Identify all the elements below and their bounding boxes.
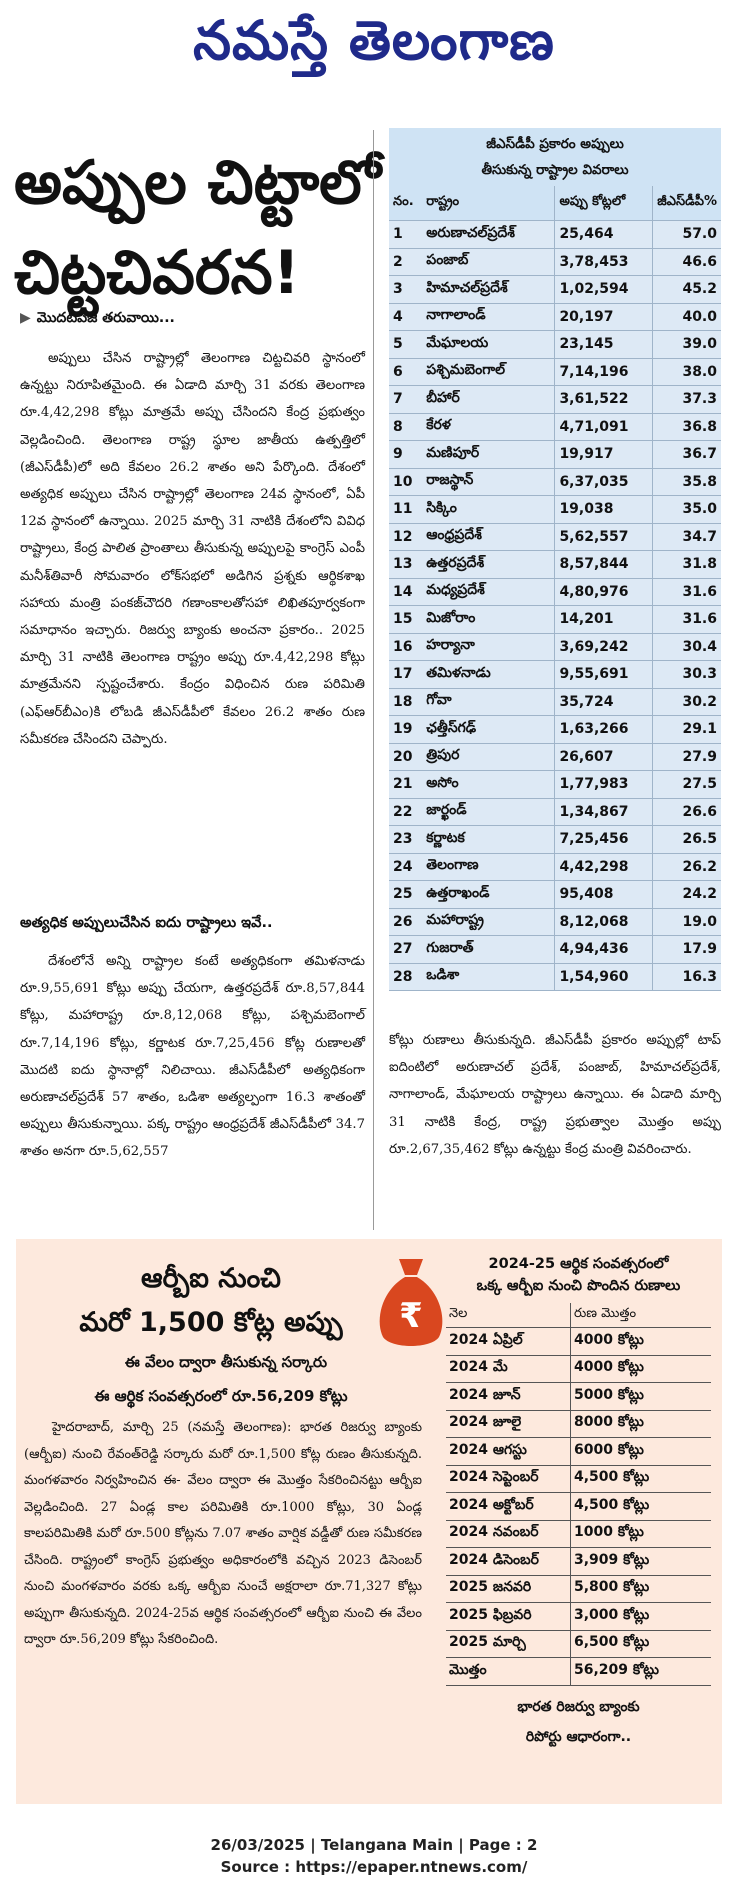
gsdp-cell: 35.8 [653,468,721,496]
loan-row [446,1658,711,1686]
gsdp-cell: 26 [389,908,422,936]
gsdp-cell: 4,80,976 [555,578,653,606]
gsdp-cell: పంజాబ్ [422,248,555,276]
gsdp-cell: 8 [389,413,422,441]
gsdp-cell: 27.9 [653,743,721,771]
gsdp-cell: 24.2 [653,881,721,909]
gsdp-row [389,578,721,606]
gsdp-cell: హిమాచల్‌ప్రదేశ్ [422,276,555,304]
gsdp-cell: 36.8 [653,413,721,441]
article-paragraph-2: దేశంలోనే అన్ని రాష్ట్రాల కంటే అత్యధికంగా తమిళనాడు రూ.9,55,691 కోట్లు అప్పు చేయగా, ఉత్తరప్రదేశ్ రూ.8,57,844 కోట్లు, మహారాష్ట్ర రూ.8,12,068 కోట్లు, పశ్చిమబెంగాల్ రూ.7,14,196 కోట్లు, కర్ణాటక రూ.7,25,456 కోట్ల రుణాలతో మొదటి ఐదు స్థానాల్లో నిలిచాయి. జీఎస్‌డీపీలో అత్యధికంగా అరుణాచల్‌ప్రదేశ్ 57 శాతం, ఒడిశా అత్యల్పంగా 16.3 శాతంతో అప్పులు తీసుకున్నాయి. పక్క రాష్ట్రం ఆంధ్రప్రదేశ్ జీఎస్‌డీపీలో 34.7 శాతం అనగా రూ.5,62,557 [20,954,365,1160]
gsdp-cell: 27.5 [653,771,721,799]
gsdp-cell: 9 [389,441,422,469]
gsdp-cell: త్రిపుర [422,743,555,771]
gsdp-cell: 57.0 [653,221,721,249]
article-paragraph-3: కోట్లు రుణాలు తీసుకున్నది. జీఎస్‌డీపీ ప్రకారం అప్పుల్లో టాప్ ఐదింటిలో అరుణాచల్ ప్రదేశ్, పంజాబ్, హిమాచల్‌ప్రదేశ్, నాగాలాండ్, మేఘాలయ రాష్ట్రాలు ఉన్నాయి. ఈ ఏడాది మార్చి 31 నాటికి కేంద్ర, రాష్ట్ర ప్రభుత్వాల మొత్తం అప్పు రూ.2,67,35,462 కోట్లు ఉన్నట్టు కేంద్ర మంత్రి వివరించారు. [389,1033,721,1157]
rbi-box [16,1239,722,1804]
gsdp-cell: 39.0 [653,331,721,359]
rbi-body: హైదరాబాద్, మార్చి 25 (నమస్తే తెలంగాణ): భారత రిజర్వు బ్యాంకు (ఆర్బీఐ) నుంచి రేవంత్‌రెడ్డి సర్కారు మరో రూ.1,500 కోట్ల రుణం తీసుకున్నది. మంగళవారం నిర్వహించిన ఈ- వేలం ద్వారా ఈ మొత్తం సేకరించినట్టు ఆర్బీఐ వెల్లడించింది. 27 ఏండ్ల కాల పరిమితికి రూ.1000 కోట్లు, 30 ఏండ్ల కాలపరిమితికి మరో రూ.500 కోట్లను 7.07 శాతం వార్షిక వడ్డీతో రుణ సమీకరణ చేసింది. రాష్ట్రంలో కాంగ్రెస్ ప్రభుత్వం అధికారంలోకి వచ్చిన 2023 డిసెంబర్ నుంచి మంగళవారం వరకు ఒక్క ఆర్బీఐ నుంచే అక్షరాలా రూ.71,327 కోట్లు అప్పుగా తీసుకున్నది. 2024-25వ ఆర్థిక సంవత్సరంలో ఆర్బీఐ నుంచి ఈ వేలం ద్వారా రూ.56,209 కోట్లు సేకరించింది. [24,1420,422,1647]
loan-cell: 2024 మే [446,1355,571,1383]
gsdp-row [389,358,721,386]
gsdp-cell: 95,408 [555,881,653,909]
gsdp-row [389,661,721,689]
gsdp-cell: 3,78,453 [555,248,653,276]
gsdp-cell: మిజోరాం [422,606,555,634]
loan-row [446,1383,711,1411]
gsdp-cell: 23 [389,826,422,854]
gsdp-row [389,221,721,249]
gsdp-cell: 17.9 [653,936,721,964]
gsdp-cell: సిక్కిం [422,496,555,524]
gsdp-cell: 4,42,298 [555,853,653,881]
gsdp-cell: మధ్యప్రదేశ్ [422,578,555,606]
gsdp-row [389,633,721,661]
loan-cell: 5,800 కోట్లు [571,1575,712,1603]
gsdp-row [389,771,721,799]
gsdp-cell: 2 [389,248,422,276]
loan-row [446,1355,711,1383]
rbi-loan-table [446,1303,711,1686]
gsdp-table [389,186,721,991]
gsdp-cell: 14 [389,578,422,606]
gsdp-cell: 26.6 [653,798,721,826]
gsdp-cell: పశ్చిమబెంగాల్ [422,358,555,386]
gsdp-row [389,606,721,634]
masthead: నమస్తే తెలంగాణ [193,8,555,72]
gsdp-cell: 18 [389,688,422,716]
gsdp-cell: 8,57,844 [555,551,653,579]
gsdp-row [389,963,721,991]
headline-line-2: చిట్టచివరన! [14,238,300,308]
gsdp-cell: జార్ఖండ్ [422,798,555,826]
gsdp-row [389,386,721,414]
gsdp-row [389,441,721,469]
gsdp-cell: 14,201 [555,606,653,634]
article-paragraph: అప్పులు చేసిన రాష్ట్రాల్లో తెలంగాణ చిట్టచివరి స్థానంలో ఉన్నట్టు నిరూపితమైంది. ఈ ఏడాది మార్చి 31 వరకు తెలంగాణ రూ.4,42,298 కోట్లు మాత్రమే అప్పు చేసిందని కేంద్ర ప్రభుత్వం వెల్లడించింది. తెలంగాణ రాష్ట్ర స్థూల జాతీయ ఉత్పత్తిలో (జీఎస్‌డీపీ)లో అది కేవలం 26.2 శాతం అని పేర్కొంది. దేశంలో అత్యధిక అప్పులు చేసిన రాష్ట్రాల్లో తెలంగాణ 24వ స్థానంలో, ఏపీ 12వ స్థానంలో ఉన్నాయి. 2025 మార్చి 31 నాటికి దేశంలోని వివిధ రాష్ట్రాలు, కేంద్ర పాలిత ప్రాంతాలు తీసుకున్న అప్పులపై కాంగ్రెస్ ఎంపీ మనీశ్‌తివారీ సోమవారం లోక్‌సభలో అడిగిన ప్రశ్నకు ఆర్థికశాఖ సహాయ మంత్రి పంకజ్‌చౌదరి గణాంకాలతోసహా లిఖితపూర్వకంగా సమాధానం ఇచ్చారు. రిజర్వు బ్యాంకు అంచనా ప్రకారం.. 2025 మార్చి 31 నాటికి తెలంగాణ రాష్ట్రం అప్పు రూ.4,42,298 కోట్లు మాత్రమేనని స్పష్టంచేశారు. కేంద్రం విధించిన రుణ పరిమితి (ఎఫ్‌ఆర్‌బీఎం)కి లోబడి జీఎస్‌డీపీలో కేవలం 26.2 శాతం రుణ సమీకరణ చేసిందని చెప్పారు. [20,351,365,747]
loan-cell: 6,500 కోట్లు [571,1630,712,1658]
gsdp-cell: 31.6 [653,606,721,634]
gsdp-cell: 1,34,867 [555,798,653,826]
gsdp-cell: 13 [389,551,422,579]
gsdp-cell: 17 [389,661,422,689]
loan-cell: 2025 జనవరి [446,1575,571,1603]
gsdp-header-cell: రాష్ట్రం [422,186,555,221]
gsdp-cell: కేరళ [422,413,555,441]
gsdp-row [389,688,721,716]
gsdp-row [389,276,721,304]
gsdp-header-cell: అప్పు కోట్లలో [555,186,653,221]
loan-cell: 2024 ఆగస్టు [446,1438,571,1466]
gsdp-cell: 19 [389,716,422,744]
gsdp-cell: 30.3 [653,661,721,689]
loan-cell: 5000 కోట్లు [571,1383,712,1411]
gsdp-cell: తమిళనాడు [422,661,555,689]
footer-source: Source : https://epaper.ntnews.com/ [220,1858,528,1876]
gsdp-cell: 4,71,091 [555,413,653,441]
gsdp-row [389,743,721,771]
gsdp-row [389,331,721,359]
loan-cell: 2024 జూన్ [446,1383,571,1411]
gsdp-row [389,496,721,524]
kicker: ▶ మొదటిపేజీ తరువాయి... [20,310,175,326]
gsdp-cell: 1,63,266 [555,716,653,744]
loan-cell: 2025 మార్చి [446,1630,571,1658]
gsdp-cell: 16 [389,633,422,661]
gsdp-cell: మణిపూర్ [422,441,555,469]
gsdp-cell: 21 [389,771,422,799]
rbi-loan-source: భారత రిజర్వు బ్యాంకు రిపోర్టు ఆధారంగా.. [517,1698,640,1745]
article-column-3 [389,1027,721,1163]
gsdp-cell: రాజస్థాన్ [422,468,555,496]
gsdp-cell: 25,464 [555,221,653,249]
gsdp-cell: బీహార్ [422,386,555,414]
gsdp-cell: 22 [389,798,422,826]
gsdp-cell: అసోం [422,771,555,799]
gsdp-cell: 15 [389,606,422,634]
gsdp-cell: 8,12,068 [555,908,653,936]
gsdp-cell: 7,25,456 [555,826,653,854]
loan-cell: మొత్తం [446,1658,571,1686]
gsdp-cell: 35,724 [555,688,653,716]
gsdp-cell: 46.6 [653,248,721,276]
gsdp-cell: 19,917 [555,441,653,469]
gsdp-cell: 9,55,691 [555,661,653,689]
gsdp-cell: 45.2 [653,276,721,304]
article-column-1 [20,345,365,753]
gsdp-cell: 1 [389,221,422,249]
gsdp-row [389,826,721,854]
loan-cell: 2024 జూలై [446,1410,571,1438]
gsdp-cell: 40.0 [653,303,721,331]
loan-cell: 2025 ఫిబ్రవరి [446,1603,571,1631]
gsdp-cell: నాగాలాండ్ [422,303,555,331]
gsdp-cell: ఒడిశా [422,963,555,991]
rupee-symbol: ₹ [399,1296,423,1336]
loan-cell: 2024 డిసెంబర్ [446,1548,571,1576]
gsdp-cell: 12 [389,523,422,551]
gsdp-row [389,468,721,496]
rbi-subhead-1: ఈ వేలం ద్వారా తీసుకున్న సర్కారు [124,1353,328,1371]
gsdp-cell: 28 [389,963,422,991]
footer-dateline: 26/03/2025 | Telangana Main | Page : 2 [210,1836,538,1854]
gsdp-cell: ఛత్తీస్‌గఢ్ [422,716,555,744]
loan-cell: 2024 సెప్టెంబర్ [446,1465,571,1493]
gsdp-row [389,248,721,276]
gsdp-cell: ఉత్తరాఖండ్ [422,881,555,909]
gsdp-cell: 1,54,960 [555,963,653,991]
loan-cell: 1000 కోట్లు [571,1520,712,1548]
gsdp-cell: గోవా [422,688,555,716]
gsdp-cell: 19.0 [653,908,721,936]
loan-row [446,1328,711,1356]
gsdp-row [389,413,721,441]
gsdp-row [389,551,721,579]
gsdp-row [389,881,721,909]
gsdp-cell: 37.3 [653,386,721,414]
loan-cell: 3,000 కోట్లు [571,1603,712,1631]
loan-cell: 4000 కోట్లు [571,1355,712,1383]
gsdp-cell: 3,61,522 [555,386,653,414]
gsdp-cell: 29.1 [653,716,721,744]
gsdp-cell: 6 [389,358,422,386]
gsdp-cell: 23,145 [555,331,653,359]
loan-cell: 4,500 కోట్లు [571,1493,712,1521]
loan-header-cell: నెల [446,1303,571,1328]
gsdp-cell: 4,94,436 [555,936,653,964]
gsdp-cell: ఆంధ్రప్రదేశ్ [422,523,555,551]
gsdp-cell: 26.5 [653,826,721,854]
gsdp-row [389,716,721,744]
loan-row [446,1575,711,1603]
loan-row [446,1438,711,1466]
gsdp-table-panel [389,128,721,991]
rbi-subhead-2: ఈ ఆర్థిక సంవత్సరంలో రూ.56,209 కోట్లు [94,1387,348,1405]
gsdp-cell: 20 [389,743,422,771]
money-bag-icon [371,1251,451,1351]
gsdp-cell: 34.7 [653,523,721,551]
headline-line-1: అప్పుల చిట్టాలో [14,148,381,218]
rbi-loan-table-title: 2024-25 ఆర్థిక సంవత్సరంలో ఒక్క ఆర్బీఐ నుంచి పొందిన రుణాలు [476,1256,681,1294]
gsdp-cell: 6,37,035 [555,468,653,496]
loan-row [446,1520,711,1548]
gsdp-cell: గుజరాత్ [422,936,555,964]
gsdp-row [389,908,721,936]
gsdp-cell: ఉత్తరప్రదేశ్ [422,551,555,579]
section-subhead: అత్యధిక అప్పులుచేసిన ఐదు రాష్ట్రాలు ఇవే.. [20,915,273,931]
gsdp-cell: 4 [389,303,422,331]
gsdp-cell: అరుణాచల్‌ప్రదేశ్ [422,221,555,249]
chevron-right-icon: ▶ [20,310,31,326]
gsdp-cell: 1,02,594 [555,276,653,304]
loan-cell: 6000 కోట్లు [571,1438,712,1466]
gsdp-cell: మహారాష్ట్ర [422,908,555,936]
gsdp-cell: హర్యానా [422,633,555,661]
gsdp-cell: 19,038 [555,496,653,524]
gsdp-cell: 5 [389,331,422,359]
gsdp-cell: 35.0 [653,496,721,524]
gsdp-cell: కర్ణాటక [422,826,555,854]
loan-cell: 4,500 కోట్లు [571,1465,712,1493]
gsdp-cell: 24 [389,853,422,881]
gsdp-cell: 5,62,557 [555,523,653,551]
gsdp-cell: 11 [389,496,422,524]
gsdp-row [389,853,721,881]
gsdp-cell: 31.8 [653,551,721,579]
headline [14,138,384,318]
rbi-loan-table-panel [446,1253,711,1752]
gsdp-cell: 3,69,242 [555,633,653,661]
gsdp-cell: 38.0 [653,358,721,386]
article-column-2 [20,948,365,1166]
loan-row [446,1603,711,1631]
gsdp-header-cell: నం. [389,186,422,221]
gsdp-row [389,303,721,331]
gsdp-header-cell: జీఎస్‌డీపీ% [653,186,721,221]
loan-cell: 2024 నవంబర్ [446,1520,571,1548]
gsdp-cell: 26.2 [653,853,721,881]
gsdp-cell: 31.6 [653,578,721,606]
gsdp-cell: తెలంగాణ [422,853,555,881]
loan-row [446,1493,711,1521]
gsdp-cell: 30.4 [653,633,721,661]
loan-cell: 4000 కోట్లు [571,1328,712,1356]
loan-row [446,1630,711,1658]
loan-cell: 2024 ఏప్రిల్ [446,1328,571,1356]
loan-row [446,1465,711,1493]
column-divider [373,130,374,1230]
gsdp-cell: 25 [389,881,422,909]
rbi-headline: ఆర్బీఐ నుంచి మరో 1,500 కోట్ల అప్పు [79,1263,343,1338]
gsdp-cell: 27 [389,936,422,964]
gsdp-row [389,523,721,551]
gsdp-row [389,798,721,826]
gsdp-cell: 7 [389,386,422,414]
loan-cell: 56,209 కోట్లు [571,1658,712,1686]
loan-header-cell: రుణ మొత్తం [571,1303,712,1328]
loan-cell: 8000 కోట్లు [571,1410,712,1438]
gsdp-cell: 7,14,196 [555,358,653,386]
gsdp-cell: 30.2 [653,688,721,716]
gsdp-cell: 3 [389,276,422,304]
loan-row [446,1410,711,1438]
gsdp-cell: 10 [389,468,422,496]
gsdp-table-title: జీఎస్‌డీపీ ప్రకారం అప్పులు తీసుకున్న రాష్ట్రాల వివరాలు [389,128,721,186]
gsdp-cell: 1,77,983 [555,771,653,799]
gsdp-cell: 26,607 [555,743,653,771]
loan-cell: 3,909 కోట్లు [571,1548,712,1576]
gsdp-cell: మేఘాలయ [422,331,555,359]
gsdp-row [389,936,721,964]
gsdp-cell: 16.3 [653,963,721,991]
gsdp-cell: 36.7 [653,441,721,469]
loan-row [446,1548,711,1576]
loan-cell: 2024 అక్టోబర్ [446,1493,571,1521]
gsdp-cell: 20,197 [555,303,653,331]
